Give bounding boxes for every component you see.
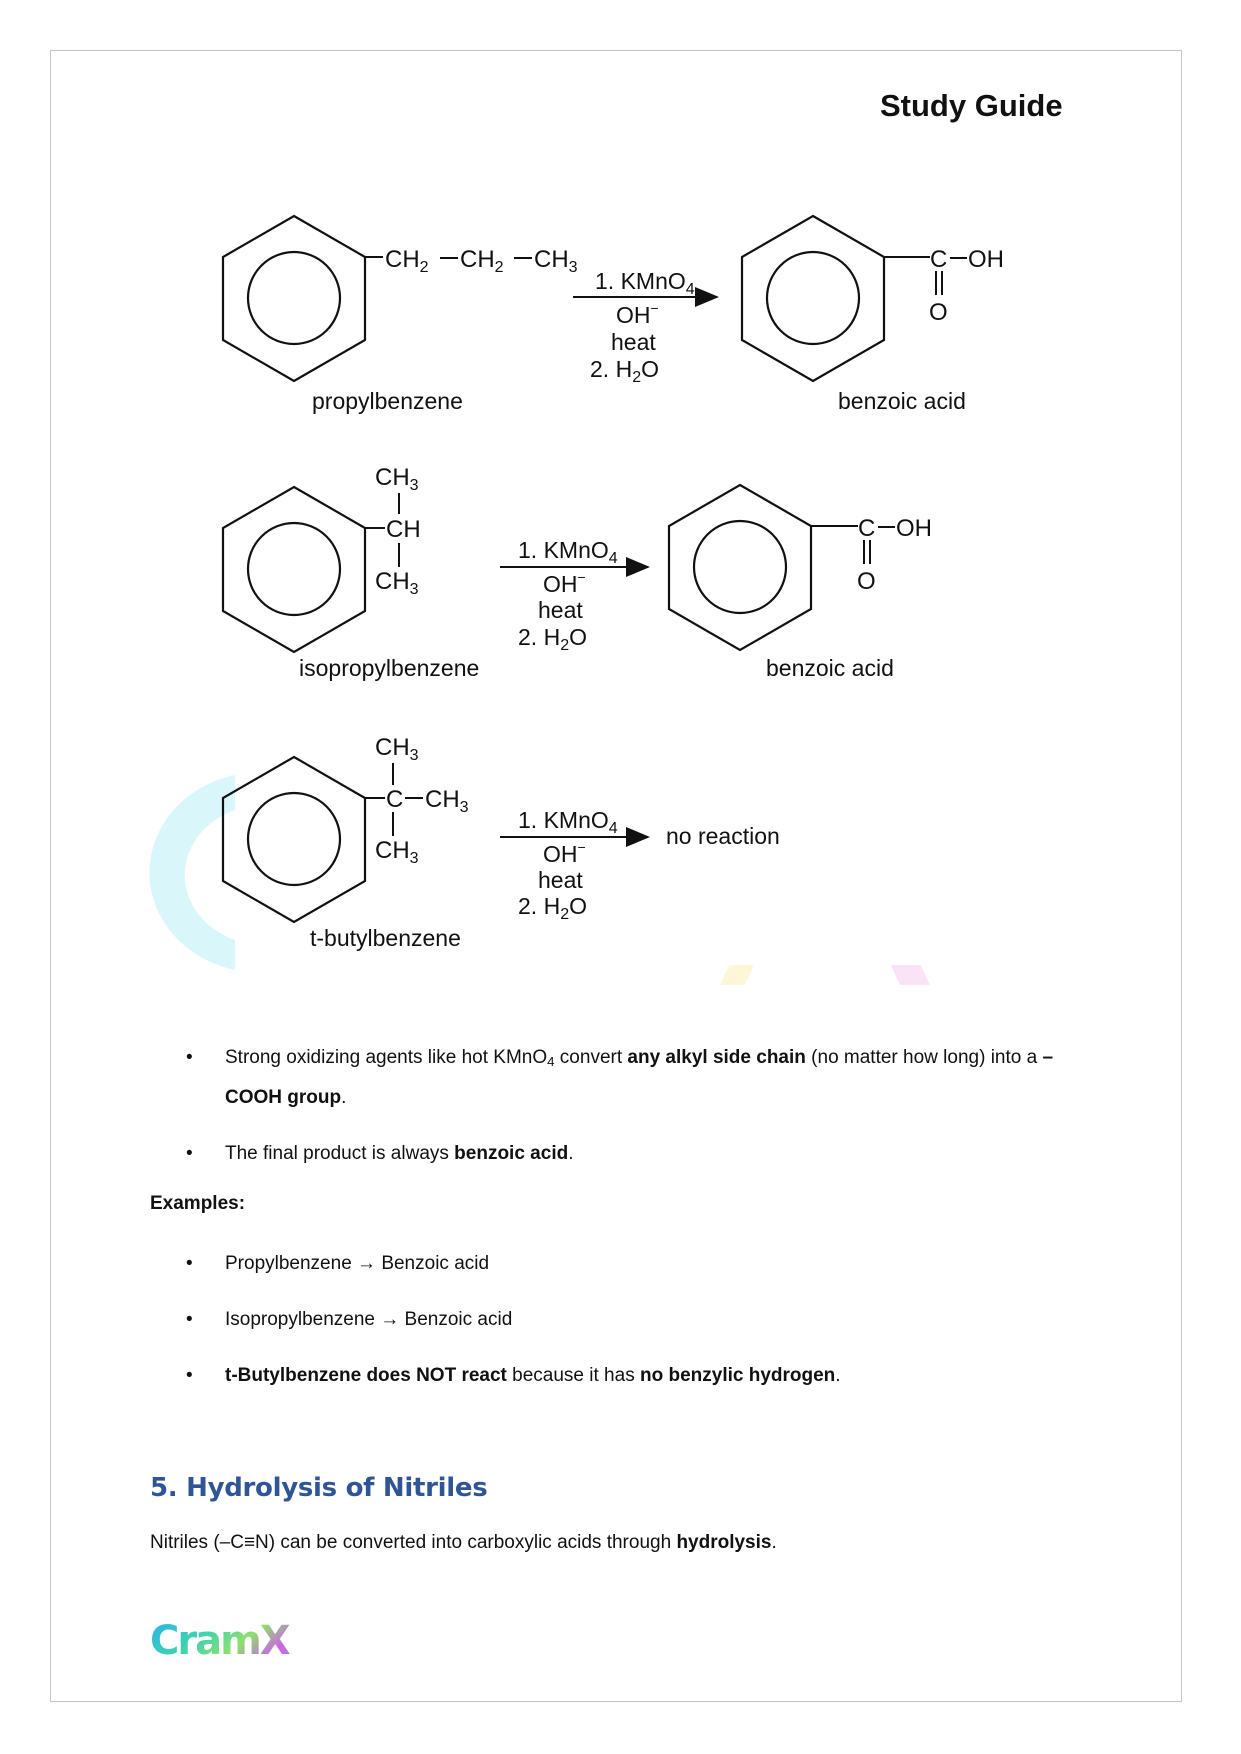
svg-text:2. H2O: 2. $H_2O$ — [518, 893, 587, 923]
product-label-benzoic-acid-1: benzoic acid — [838, 388, 966, 414]
example-item: • t-Butylbenzene does NOT react because it has no benzylic hydrogen. — [150, 1358, 1100, 1394]
svg-text:heat: heat — [611, 329, 656, 355]
example-item: • Propylbenzene → Benzoic acid — [150, 1246, 1100, 1282]
bullet-text-1: Strong oxidizing agents like hot KMnO$_4$ convert any alkyl side chain (no matter how long) into a –COOH group. — [225, 1047, 1054, 1108]
svg-text:1. KMnO4: 1. KMnO$_4$ — [518, 807, 618, 837]
bullet-item — [150, 1040, 1100, 1116]
example-item: • Isopropylbenzene → Benzoic acid — [150, 1302, 1100, 1338]
bullet-dot: • — [186, 1143, 193, 1164]
svg-text:C: C — [858, 515, 876, 542]
svg-text:OH: OH — [896, 515, 932, 542]
product-label-benzoic-acid-2: benzoic acid — [766, 655, 894, 681]
svg-text:heat: heat — [538, 867, 583, 893]
section-heading: 5. Hydrolysis of Nitriles — [150, 1473, 488, 1503]
bullet-text-2: The final product is always benzoic acid. — [225, 1143, 574, 1164]
svg-text:CH3: $CH_3$ — [534, 246, 578, 276]
svg-text:C: C — [386, 786, 404, 813]
svg-text:CH2: $CH_2$ — [385, 246, 429, 276]
svg-text:O: O — [929, 299, 948, 326]
svg-text:CH3: $CH_3$ — [375, 734, 419, 764]
svg-text:heat: heat — [538, 597, 583, 623]
bullet-dot: • — [186, 1253, 193, 1274]
page-title: Study Guide — [880, 88, 1063, 123]
svg-text:2. H2O: 2. $H_2O$ — [590, 356, 659, 386]
svg-text:O: O — [857, 568, 876, 595]
svg-text:1. KMnO4: 1. KMnO$_4$ — [595, 268, 695, 298]
svg-text:CH: CH — [386, 516, 421, 543]
svg-text:OH−: OH− — [616, 300, 659, 328]
reaction-t-butylbenzene — [223, 734, 780, 951]
bullet-dot: • — [186, 1309, 193, 1330]
reactant-label-propylbenzene: propylbenzene — [312, 388, 463, 414]
reaction-isopropylbenzene — [223, 464, 932, 681]
section-paragraph: Nitriles (–C≡N) can be converted into carboxylic acids through hydrolysis. — [150, 1532, 777, 1553]
bullet-dot: • — [186, 1365, 193, 1386]
no-reaction-label: no reaction — [666, 823, 780, 849]
svg-text:C: C — [930, 246, 948, 273]
reactant-label-t-butylbenzene: t-butylbenzene — [310, 925, 461, 951]
svg-text:OH: OH — [968, 246, 1004, 273]
svg-text:CH3: $CH_3$ — [375, 837, 419, 867]
bullet-item — [150, 1136, 1100, 1172]
svg-text:2. H2O: 2. $H_2O$ — [518, 624, 587, 654]
svg-text:CramX: CramX — [150, 1618, 289, 1662]
bullet-dot: • — [186, 1047, 193, 1068]
reaction-propylbenzene — [223, 216, 1004, 414]
svg-text:CH3: $CH_3$ — [375, 464, 419, 494]
svg-text:CH3: $CH_3$ — [375, 568, 419, 598]
key-points-list — [150, 1040, 1100, 1192]
svg-text:OH−: OH− — [543, 569, 586, 597]
examples-list — [150, 1246, 1100, 1414]
cramx-logo — [150, 1612, 300, 1662]
examples-heading: Examples: — [150, 1193, 246, 1214]
svg-text:CH3: $CH_3$ — [425, 786, 469, 816]
reactant-label-isopropylbenzene: isopropylbenzene — [299, 655, 480, 681]
svg-text:CH2: $CH_2$ — [460, 246, 504, 276]
svg-text:1. KMnO4: 1. KMnO$_4$ — [518, 537, 618, 567]
svg-text:OH−: OH− — [543, 839, 586, 867]
